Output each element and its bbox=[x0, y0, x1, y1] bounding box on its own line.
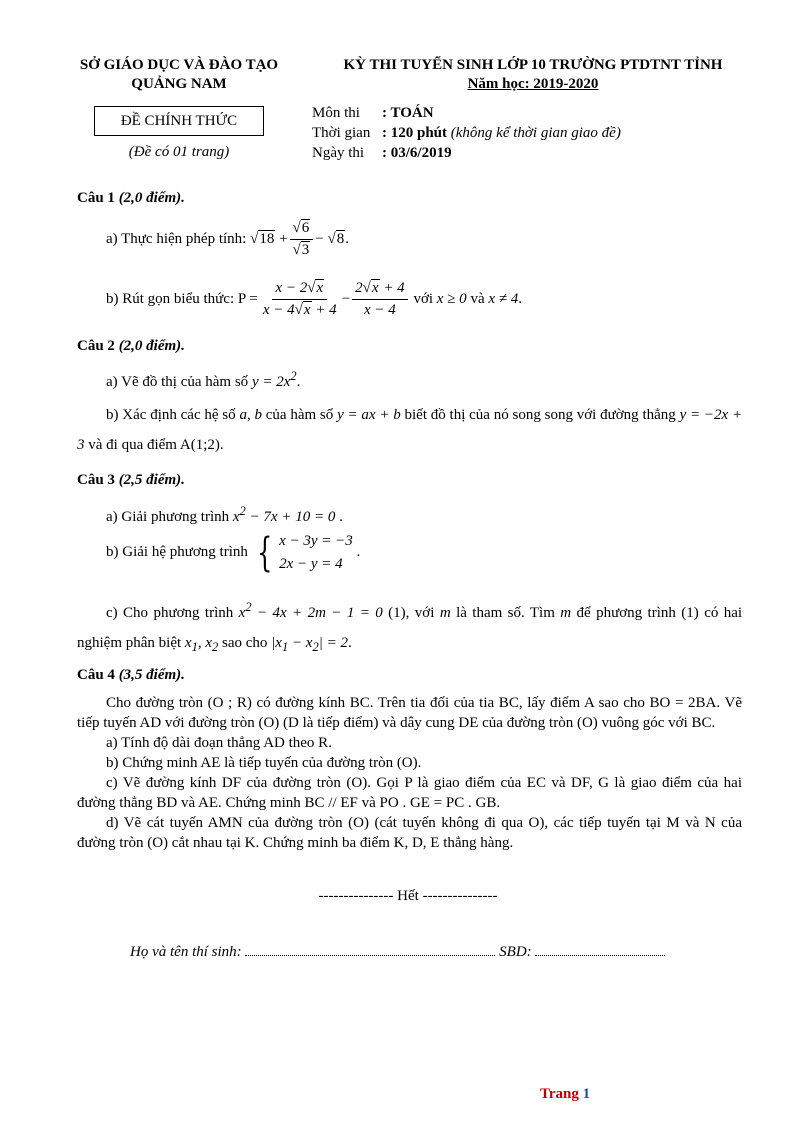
question-1b: b) Rút gọn biểu thức: P = $\frac{x - 2√ x}{x - 4√ x + 4}$ − $\frac{2√ x + 4}{x - 4}$ với x ≥ 0 và x ≠ 4 . bbox=[106, 280, 522, 318]
page-num: 1 bbox=[582, 1086, 591, 1102]
question-2b: b) Xác định các hệ số a, b của hàm số y = ax + b biết đồ thị của nó song song với đường thẳng y = −2x + 3 và đi qua điểm A(1;2). bbox=[77, 407, 743, 453]
equation-system: { x − 3y = −3 2x − y = 4 bbox=[256, 529, 353, 576]
date-row: Ngày thi : 03/6/2019 bbox=[312, 145, 452, 161]
time-row: Thời gian : 120 phút (không kể thời gian giao đề) bbox=[312, 125, 621, 141]
department-line-1: SỞ GIÁO DỤC VÀ ĐÀO TẠO bbox=[79, 57, 279, 73]
question-4a: a) Tính độ dài đoạn thẳng AD theo R. bbox=[106, 735, 332, 751]
department-line-2: QUẢNG NAM bbox=[131, 76, 227, 92]
subject-row: Môn thi : TOÁN bbox=[312, 105, 434, 121]
question-1a: a) Thực hiện phép tính: √ 18 + √ 6 √ 3 − √ 8 . bbox=[106, 220, 349, 258]
page-count-note: (Đề có 01 trang) bbox=[128, 144, 230, 160]
sbd-label: SBD: bbox=[499, 944, 532, 960]
question-3c: c) Cho phương trình $x^2 - 4x + 2m - 1 = 0$ (1), với m là tham số. Tìm m để phương trình (1) có hai nghiệm phân biệt $x_1$, $x_2$ sao cho $|x_1 - x_2| = 2$. bbox=[77, 600, 743, 654]
official-exam-box bbox=[94, 106, 264, 136]
question-4-heading: Câu 4 (3,5 điểm). bbox=[77, 667, 185, 683]
candidate-name-line bbox=[245, 955, 495, 956]
question-4-body bbox=[77, 693, 742, 853]
question-4c: c) Vẽ đường kính DF của đường tròn (O). Gọi P là giao điểm của EC và DF, G là giao điểm của hai đường thẳng BD và AE. Chứng minh BC // EF và PO . GE = PC . GB. bbox=[77, 775, 742, 811]
question-3a: a) Giải phương trình $x^2 - 7x + 10 = 0$ . bbox=[106, 504, 343, 525]
page-word: Trang bbox=[540, 1086, 579, 1102]
question-4b: b) Chứng minh AE là tiếp tuyến của đường tròn (O). bbox=[106, 755, 422, 771]
sbd-line bbox=[535, 955, 665, 956]
page-number bbox=[540, 1086, 590, 1103]
school-year: Năm học: 2019-2020 bbox=[467, 76, 599, 92]
question-4d: d) Vẽ cát tuyến AMN của đường tròn (O) (cát tuyến không đi qua O), các tiếp tuyến tại M và N của đường tròn (O) cắt nhau tại K. Chứng minh ba điểm K, D, E thẳng hàng. bbox=[77, 815, 742, 851]
question-2-heading: Câu 2 (2,0 điểm). bbox=[77, 338, 185, 354]
expression-1a: √ 18 + √ 6 √ 3 − √ 8 . bbox=[250, 220, 349, 258]
question-4-intro: Cho đường tròn (O ; R) có đường kính BC. Trên tia đối của tia BC, lấy điểm A sao cho BO = 2BA. Vẽ tiếp tuyến AD với đường tròn (O) (D là tiếp điểm) và dây cung DE của đường tròn (O) vuông góc với BC. bbox=[77, 695, 742, 731]
question-2a: a) Vẽ đồ thị của hàm số $y = 2x^2$. bbox=[106, 369, 301, 390]
department-name bbox=[62, 56, 296, 94]
official-exam-label: ĐỀ CHÍNH THỨC bbox=[120, 113, 238, 129]
question-3-heading: Câu 3 (2,5 điểm). bbox=[77, 472, 185, 488]
exam-title-line-1: KỲ THI TUYỂN SINH LỚP 10 TRƯỜNG PTDTNT TỈNH bbox=[343, 57, 723, 73]
expression-1b: P = $\frac{x - 2√ x}{x - 4√ x + 4}$ − $\frac{2√ x + 4}{x - 4}$ bbox=[238, 280, 410, 318]
exam-title bbox=[300, 56, 766, 94]
end-marker: --------------- Hết --------------- bbox=[318, 888, 498, 904]
question-1-heading: Câu 1 (2,0 điểm). bbox=[77, 190, 185, 206]
candidate-name-label: Họ và tên thí sinh: bbox=[130, 944, 242, 960]
question-3b: b) Giải hệ phương trình { x − 3y = −3 2x − y = 4 . bbox=[106, 529, 361, 576]
candidate-info bbox=[130, 944, 665, 961]
exam-info bbox=[312, 103, 621, 163]
